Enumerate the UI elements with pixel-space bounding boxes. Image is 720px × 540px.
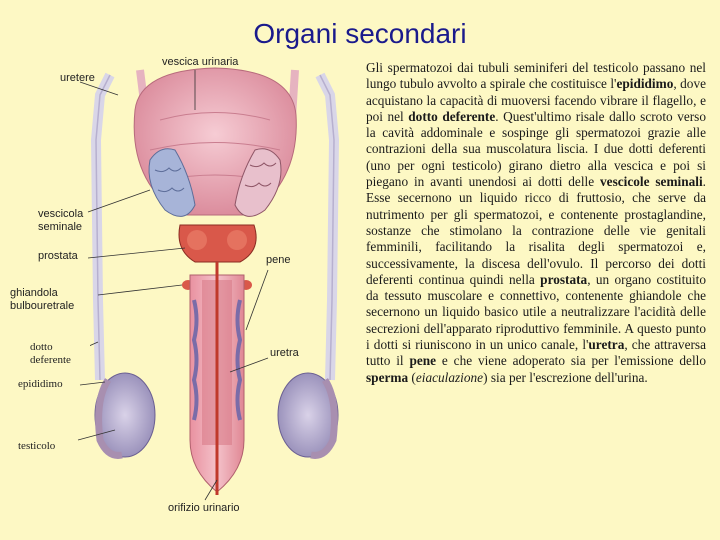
description-segment: , un organo costituito da tessuto muscolare e connettivo, contenente ghiandole che secernono un liquido basico utile a neutralizzare l'acidità delle secrezioni dell'apparato riproduttivo femminile. A questo punto i dotti si riuniscono in un unico canale, l': [366, 271, 706, 353]
description-segment: prostata: [540, 271, 588, 287]
description-segment: sperma: [366, 369, 409, 385]
label-epididimo: epididimo: [18, 378, 63, 390]
description-segment: epididimo: [616, 76, 674, 92]
label-ghiandola-bulbouretrale: ghiandola bulbouretrale: [10, 287, 75, 312]
description-segment: . Quest'ultimo risale dallo scroto verso la cavità addominale e sospinge gli spermatozoi grazie alle contrazioni della sua muscolatura liscia. I due dotti deferenti (uno per ogni testicolo) girano dietro alla vescica e poi si piegano in avanti unendosi ai dotti delle: [366, 108, 706, 190]
description-segment: , dove acquistano la capacità di muoversi facendo vibrare il flagello, e poi nel: [366, 76, 706, 124]
label-pene: pene: [266, 254, 291, 266]
page-title: Organi secondari: [253, 18, 467, 49]
description-segment: . Esse secernono un liquido ricco di fruttosio, che serve da nutrimento per gli spermatozoi, e contenente prostaglandine, sostanze che stimolano la contrazione delle vie genitali femminili, facilitando la risalita degli spermatozoi e, successivamente, la discesa dell'ovulo. Il percorso dei dotti deferenti continua quindi nella: [366, 174, 706, 287]
label-testicolo: testicolo: [18, 440, 56, 452]
description-segment: vescicole seminali: [600, 174, 703, 190]
description-segment: Gli spermatozoi dai tubuli seminiferi del testicolo passano nel lungo tubulo avvolto a spirale che costituisce l': [366, 60, 706, 92]
label-uretra: uretra: [270, 347, 299, 359]
description-segment: (: [408, 369, 416, 385]
description-segment: dotto deferente: [408, 108, 496, 124]
description-text: [366, 60, 706, 386]
description-segment: eiaculazione: [415, 369, 484, 385]
description-segment: e che viene adoperato sia per l'emissione dello: [436, 353, 706, 369]
label-uretere: uretere: [60, 72, 95, 84]
description-segment: uretra: [588, 337, 625, 353]
label-vescica-urinaria: vescica urinaria: [162, 56, 239, 68]
description-segment: pene: [409, 353, 437, 369]
label-prostata: prostata: [38, 250, 78, 262]
label-dotto-deferente: dotto deferente: [30, 341, 90, 367]
label-vescicola-seminale: vescicola seminale: [38, 208, 84, 233]
label-orifizio-urinario: orifizio urinario: [168, 502, 240, 514]
description-segment: ) sia per l'escrezione dell'urina.: [483, 369, 648, 385]
description-segment: , che attraversa tutto il: [366, 337, 706, 369]
